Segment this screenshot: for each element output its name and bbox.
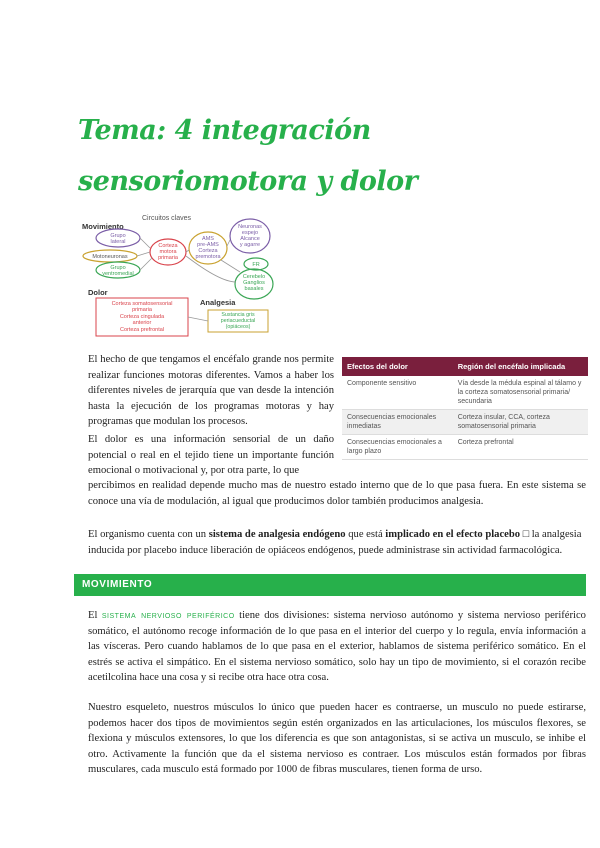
node-text: Grupo bbox=[110, 233, 126, 239]
node-text: Cerebelo bbox=[242, 274, 266, 280]
table-header: Efectos del dolor bbox=[342, 357, 453, 376]
table-cell: Componente sensitivo bbox=[342, 376, 453, 410]
node-text: premotora bbox=[195, 254, 221, 260]
node-text: Corteza bbox=[198, 248, 218, 254]
page-title: Tema: 4 integración sensoriomotora y dolor bbox=[78, 115, 418, 197]
table-cell: Corteza prefrontal bbox=[453, 435, 588, 460]
node-text: pre-AMS bbox=[197, 242, 219, 248]
node-text: Corteza cingulada bbox=[119, 314, 165, 320]
intro-paragraph-3 bbox=[88, 527, 586, 558]
node-text: basales bbox=[244, 286, 264, 292]
node-text: Motoneuronas bbox=[92, 254, 128, 260]
node-text: anterior bbox=[132, 320, 152, 326]
node-text: Grupo bbox=[110, 265, 126, 271]
text-run: El organismo cuenta con un bbox=[88, 529, 209, 540]
intro-paragraph-1: El hecho de que tengamos el encéfalo grande nos permite realizar funciones motoras diferentes. Vamos a haber los diferentes niveles de jerarquía que van desde la intención hasta la ejecución de los programas motoras y hay programas que modulan los procesos. bbox=[88, 354, 334, 428]
movimiento-paragraph-1 bbox=[88, 608, 586, 686]
section-heading-movimiento: MOVIMIENTO bbox=[74, 574, 586, 596]
table-cell: Consecuencias emocionales a largo plazo bbox=[342, 435, 453, 460]
circuits-diagram bbox=[80, 212, 280, 342]
intro-paragraph-2b: percibimos en realidad depende mucho mas de nuestro estado interno que de lo que pasa fuera. En este sistema se conoce una vía de modulación, al igual que producimos dolor también producimos analgesia. bbox=[88, 480, 586, 507]
table-header: Región del encéfalo implicada bbox=[453, 357, 588, 376]
node-text: FR bbox=[252, 262, 260, 268]
node-text: lateral bbox=[110, 239, 126, 245]
node-text: Corteza somatosensorial bbox=[111, 301, 173, 307]
connector-analgesia bbox=[188, 317, 208, 321]
bold-run: sistema de analgesia endógeno bbox=[208, 529, 346, 540]
node-text: espejo bbox=[241, 230, 259, 236]
node-text: Ganglios bbox=[243, 280, 265, 286]
node-text: Corteza prefrontal bbox=[119, 327, 165, 333]
text-run: □ la analgesia inducida por placebo induce liberación de opiáceos endógenos, puede administrase sin actividad farmacológica. bbox=[88, 529, 582, 556]
table-header-row bbox=[342, 357, 588, 376]
node-text: y agarre bbox=[239, 242, 261, 248]
diagram-label-movimiento: Movimiento bbox=[82, 222, 124, 231]
small-caps-run: sistema nervioso periférico bbox=[101, 610, 235, 621]
table-row bbox=[342, 376, 588, 410]
intro-paragraph-2a: El dolor es una información sensorial de un daño potencial o real en el tejido tiene un importante función emocional o motivacional y, por otra parte, lo que bbox=[88, 434, 334, 477]
node-text: Neuronas bbox=[238, 224, 262, 230]
node-text: ventromedial bbox=[102, 271, 134, 277]
table-row bbox=[342, 410, 588, 435]
diagram-label-dolor: Dolor bbox=[88, 288, 108, 297]
table-cell: Corteza insular, CCA, corteza somatosensorial primaria bbox=[453, 410, 588, 435]
node-text: (opiáceos) bbox=[225, 324, 251, 330]
table-cell: Vía desde la médula espinal al tálamo y la corteza somatosensorial primaria/ secundaria bbox=[453, 376, 588, 410]
table-cell: Consecuencias emocionales inmediatas bbox=[342, 410, 453, 435]
node-text: AMS bbox=[202, 236, 214, 242]
node-text: primaria bbox=[132, 307, 152, 313]
text-run: tiene dos divisiones: sistema nervioso autónomo y sistema nervioso periférico somático, el autónomo recoge información de lo que pasa en el interior del cuerpo y lo regula, envía información a las vísceras. Pero cuando hablamos de lo que pasa en el exterior, hablamos de sistema periférico somático. En el estrés se activa el simpático. En el sistema nervioso somático, solo hay un tipo de movimiento, si el corazón recibe acetilcolina hace una cosa y si recibe otra hace otra cosa. bbox=[88, 610, 586, 684]
circuits-diagram-svg bbox=[80, 212, 280, 342]
node-text: periacueductal bbox=[220, 318, 256, 324]
diagram-label-analgesia: Analgesia bbox=[200, 298, 236, 307]
diagram-heading: Circuitos claves bbox=[142, 215, 192, 222]
text-run: El bbox=[88, 610, 102, 621]
text-run: que está bbox=[345, 529, 386, 540]
movimiento-paragraph-2: Nuestro esqueleto, nuestros músculos lo único que pueden hacer es contraerse, un musculo no puede estirarse, podemos hacer dos tipos de movimientos según estén organizados en las articulaciones, los músculos flexores, se flexiona y músculos extensores, lo que los diferencia es que son antagonistas, si se activa un musculo, se inhibe el otro. Activamente la función que da el sistema nervioso es contraer. Los músculos están formados por fibras musculares, cada musculo está formado por 1000 de fibras musculares, tienen forma de urso. bbox=[88, 702, 586, 776]
pain-effects-table bbox=[342, 357, 588, 460]
table-row bbox=[342, 435, 588, 460]
node-text: primaria bbox=[158, 255, 178, 261]
node-text: Sustancia gris bbox=[221, 312, 255, 318]
node-text: Corteza bbox=[158, 243, 178, 249]
node-text: motora bbox=[159, 249, 177, 255]
node-text: Alcance bbox=[240, 236, 260, 242]
bold-run: implicado en el efecto placebo bbox=[385, 529, 521, 540]
